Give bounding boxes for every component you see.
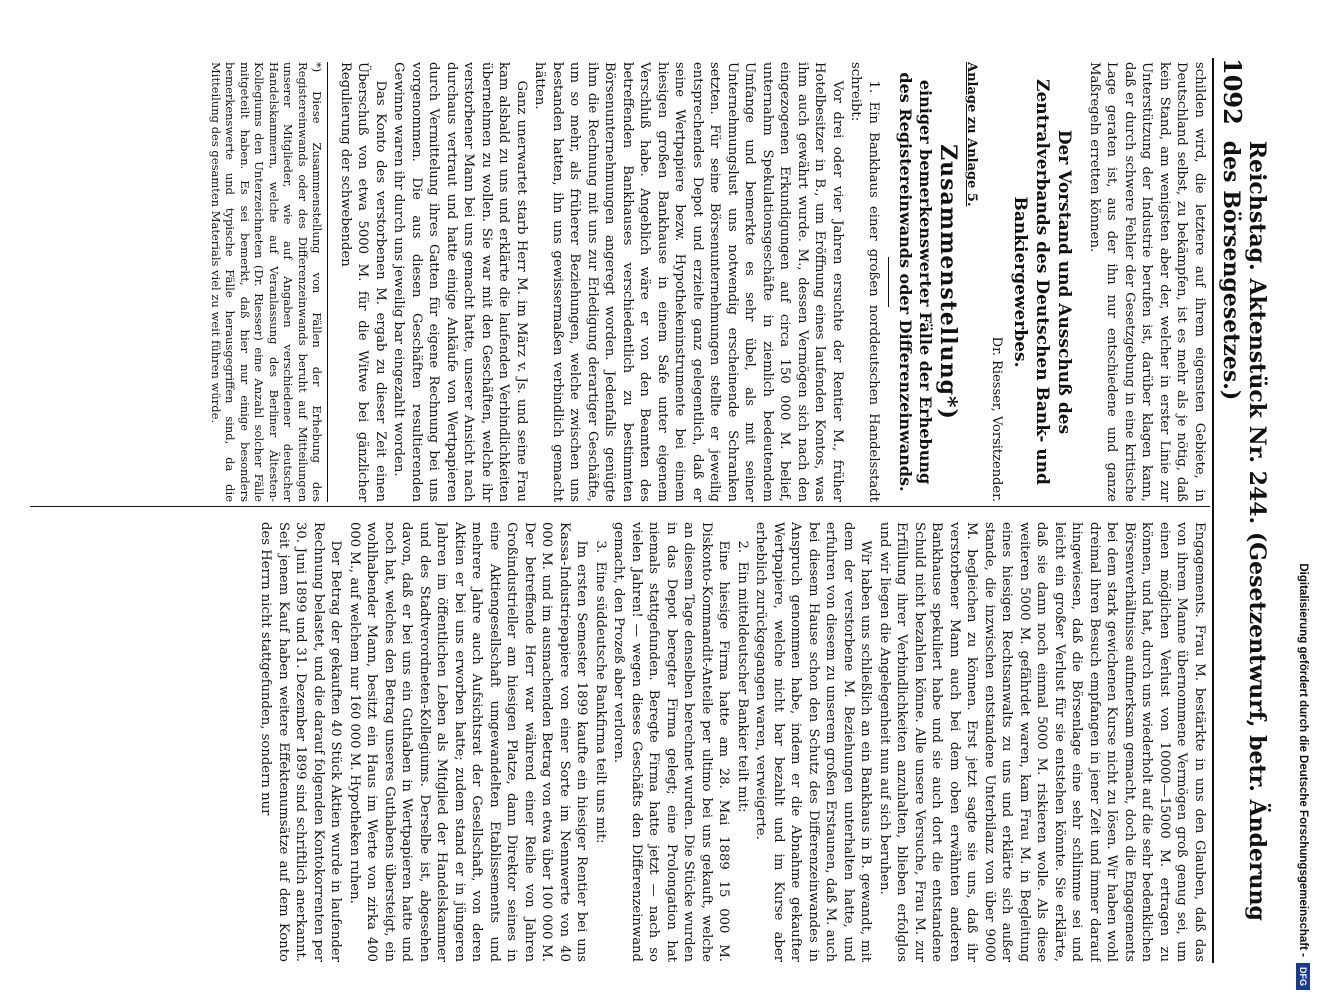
item-3-paragraph: Der Betrag der gekauften 40 Stück Aktien wurde in laufender Rechnung belastet, und die darauf folgenden Kontokorrenten per 30. Juni 1899 und 31. Dezember 1899 sind schriftlich anerkannt. Seit jenem Kauf haben weitere Effektenumsätze auf dem Konto des Herrn nicht stattgefunden, sondern nur: [258, 522, 344, 962]
compilation-title: Zusammenstellung*): [935, 144, 962, 420]
column-divider: [30, 506, 1210, 507]
digitization-credit: [1288, 0, 1318, 1000]
item-3-paragraph: Im ersten Semester 1899 kaufte ein hiesiger Rentier bei uns Kassa-Industriepapiere von einer Sorte im Nennwerte von 40 000 M. und im ausmachenden Betrag von etwa über 100 000 M. Der betreffende Herr war während einer Reihe von Jahren Großindustrieller am hiesigen Platze, dann Direktor seines in eine Aktiengesellschaft umgewandelten Etablissements und mehrere Jahre auch Aufsichtsrat der Gesellschaft, von deren Aktien er bei uns erworben hatte; zudem stand er in jüngeren Jahren im öffentlichen Leben als Mitglied der Handelskammer und des Stadtverordneten-Kollegiums. Derselbe ist, abgesehen davon, daß er bei uns ein Guthaben in Wertpapieren hatte und noch hat, welches den Betrag unseres Guthabens übersteigt, ein wohlhabender Mann, besitzt ein Haus im Werte von zirka 400 000 M., auf welchem nur 160 000 M. Hypotheken ruhen.: [347, 522, 590, 962]
dfg-logo: DFG: [1296, 963, 1310, 990]
divider: [888, 257, 889, 307]
running-header: [1212, 58, 1270, 963]
section-title: Der Vorstand und Ausschuß des Zentralverbands des Deutschen Bank- und Bankiergewerbes.: [1010, 79, 1075, 485]
left-column: [30, 62, 1208, 502]
signature: Dr. Riesser, Vorsitzender.: [989, 336, 1005, 502]
paragraph: Wir haben uns schließlich an ein Bankhaus in B. gewandt, mit dem der verstorbene M. Beziehungen unterhalten hatte, und erfuhren von diesem zu unserem großen Erstaunen, daß M. auch bei diesem Hause schon den Schutz des Differenzeinwandes in Anspruch genommen habe, indem er die Abnahme gekaufter Wertpapiere, welche nicht bar bezahlt und im Kurse aber erheblich zurückgegangen waren, verweigerte.: [753, 522, 874, 962]
item-1-paragraph: Ganz unerwartet starb Herr M. im März v. Js. und seine Frau kam alsbald zu uns und erklärte die laufenden Verbindlichkeiten übernehmen zu wollen. Sie war mit den Geschäften, welche ihr verstorbener Mann bei uns gemacht hatte, unserer Ansicht nach durchaus vertraut und hatte einige Ankäufe von Wertpapieren durch Vermittelung ihres Gatten für eigene Rechnung bei uns vorgenommen. Die aus diesen Geschäften resultierenden Gewinne waren ihr durch uns jeweilig bar eingezahlt worden.: [391, 62, 529, 502]
running-title: Reichstag. Aktenstück Nr. 244. (Gesetzentwurf, betr. Änderung des Börsengesetzes.): [1218, 140, 1270, 921]
continued-paragraph: Engagements. Frau M. bestärkte in uns den Glauben, daß das von ihrem Manne übernommene Vermögen groß genug sei, um einen möglichen Verlust von 10000—15000 M. ertragen zu können, und hat, durch uns wiederholt auf die sehr bedenklichen Börsenverhältnisse aufmerksam gemacht, doch die Engagements bei dem stark gewichenen Kurse nicht zu lösen. Wir haben wohl dreimal ihren Besuch empfangen in jener Zeit und immer darauf hingewiesen, daß die Börsenlage eine sehr schlimme sei und leicht ein großer Verlust für sie entstehen könnte. Sie erklärte, daß sie dann noch einmal 5000 M. riskieren wolle. Als diese weiteren 5000 M. gefährdet waren, kam Frau M. in Begleitung eines hiesigen Rechtsanwalts zu uns und erklärte sich außer stande, die inzwischen entstandene Unterbilanz von über 9000 M. begleichen zu können. Erst jetzt sagte sie uns, daß ihr verstorbener Mann auch bei dem oben erwähnten anderen Bankhause spekuliert habe und sie auch dort die entstandene Schuld nicht bezahlen könne. Alle unsere Versuche, Frau M. zur Erfüllung ihrer Verbindlichkeiten anzuhalten, blieben erfolglos und wir liegen die Angelegenheit nun auf sich beruhen.: [877, 522, 1207, 962]
item-1-paragraph: Das Konto des verstorbenen M. ergab zu dieser Zeit einen Überschuß von etwa 5000 M. für die Witwe bei gänzlicher Regulierung der schwebenden: [338, 62, 388, 502]
item-1-paragraph: Vor drei oder vier Jahren ersuchte der Rentier M., früher Hotelbesitzer in B., um Eröffnung eines laufenden Kontos, was ihm auch gewährt wurde. M., dessen Vermögen sich nach den eingezogenen Erkundigungen auf circa 150 000 M. belief, unternahm Spekulationsgeschäfte in ziemlich bedeutendem Umfange und bemerkte es sehr übel, als mit seiner Unternehmungslust uns notwendig erscheinende Schranken setzten. Für seine Börsenunternehmungen stellte er jeweilig entsprechendes Depot und erzielte ganz gelegentlich, daß er seine Wertpapiere bezw. Hypothekeninstrumente bei einem hiesigen großen Bankhause in einem Safe unter eigenem Verschluß habe. Angeblich wäre er von den Beamten des betreffenden Bankhauses verschiedentlich zu bestimmten Börsenunternehmungen angeregt worden. Jedenfalls genügte ihm die Rechnung mit uns zur Erledigung derartiger Geschäfte, um so mehr, als früherer Beziehungen, welche zwischen uns bestanden hatten, ihn uns gewissermaßen verbindlich gemacht hätten.: [532, 62, 845, 502]
annex-label: Anlage zu Anlage 5.: [964, 62, 979, 207]
compilation-subtitle: einiger bemerkenswerter Fälle der Erhebung des Registereinwands oder Differenzeinwands.: [896, 72, 935, 492]
item-2-lead: 2.Ein mitteldeutscher Bankier teilt mit:: [735, 540, 750, 813]
footnote: *) Diese Zusammenstellung von Fällen der Erhebung des Registereinwands oder des Differenzeinwands beruht auf Mitteilungen unserer Mitglieder, wie auf Angaben verschiedener deutscher Handelskammern, welche auf Veranlassung des Berliner Ältesten-Kollegiums den Unterzeichneten (Dr. Riesser) eine Anzahl solcher Fälle mitgeteilt haben. Es sei bemerkt, daß hier nur einige besonders bemerkenswerte und typische Fälle herausgegriffen sind, da die Mitteilung des gesamten Materials viel zu weit führen würde.: [209, 62, 329, 502]
credit-text: Digitalisierung gefördert durch die Deutsche Forschungsgemeinschaft -: [1297, 563, 1309, 957]
page-number: 1092: [1218, 58, 1247, 125]
right-column: [30, 522, 1208, 962]
item-2-paragraph: Eine hiesige Firma hatte am 28. Mai 1889 15 000 M. Diskonto-Kommandit-Anteile per ultimo bei uns gekauft, welche an diesem Tage denselben berechnet wurden. Die Stücke wurden in das Depot beregter Firma gelegt; eine Prolongation hat niemals stattgefunden. Beregte Firma hatte jetzt — nach so vielen Jahren! — wegen dieses Geschäfts den Differenzeinwand gemacht, den Prozeß aber verloren.: [611, 522, 732, 962]
item-3-lead: 3.Eine süddeutsche Bankfirma teilt uns mit:: [593, 540, 608, 844]
item-1-lead: 1.Ein Bankhaus einer großen norddeutschen Handelsstadt schreibt:: [848, 62, 881, 502]
intro-paragraph: schilden wird, die letztere auf ihrem eigensten Gebiete, in Deutschland selbst, zu bekämpfen, ist es mehr als je nötig, daß kein Stand, am wenigsten aber der, welcher in erster Linie zur Unterstützung der Industrie berufen ist, darüber klagen kann, daß er durch schwere Fehler der Gesetzgebung in eine kritische Lage geraten ist, aus der ihn nur entschiedene und ganze Maßregeln erretten können.: [1087, 62, 1207, 502]
